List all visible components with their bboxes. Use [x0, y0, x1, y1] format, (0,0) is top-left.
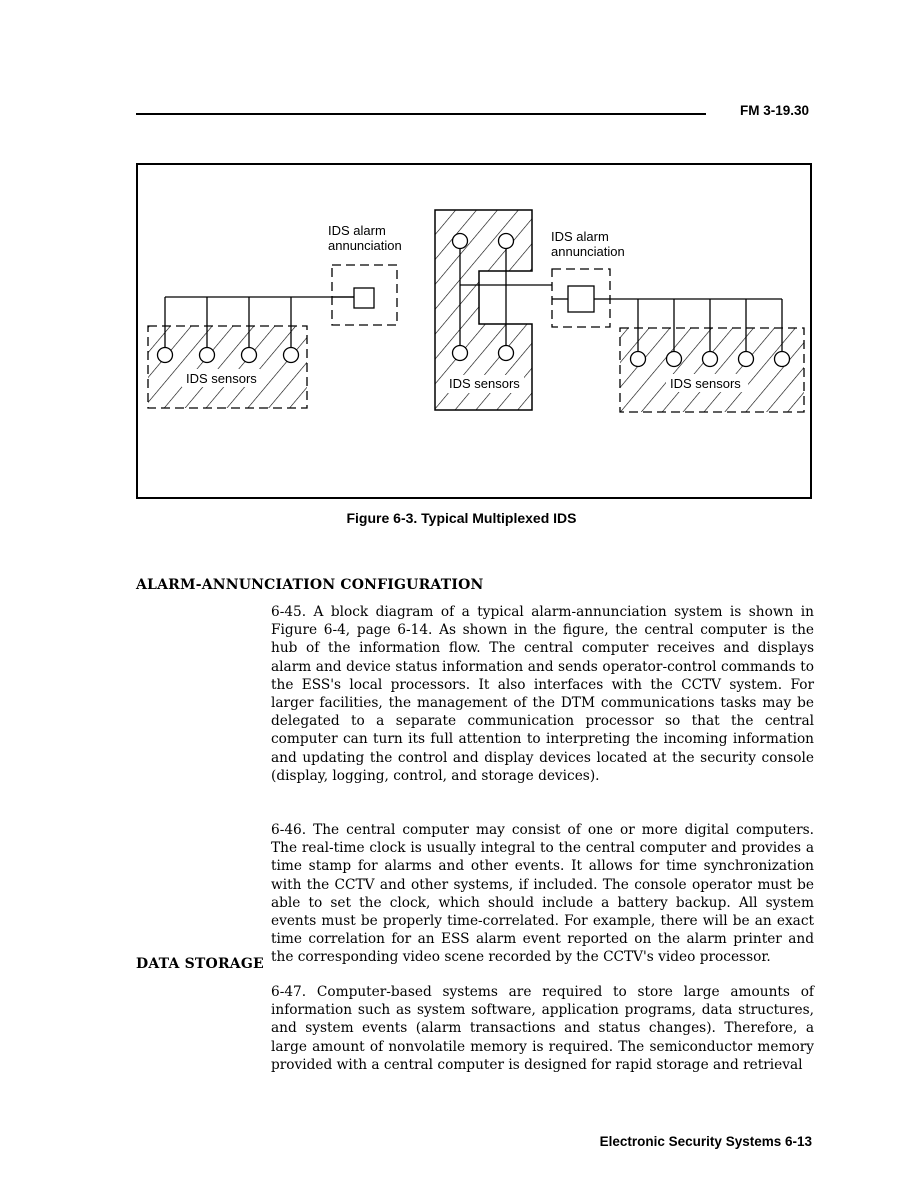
right-sensor-zone: [620, 328, 804, 412]
paragraph-6-45: 6-45. A block diagram of a typical alarm-annunciation system is shown in Figure 6-4, page 6-14. As shown in the figure, the central computer is the hub of the information flow. The central computer receives and displays alarm and device status information and sends operator-control commands to the ESS's local processors. It also interfaces with the CCTV system. For larger facilities, the management of the DTM communications tasks may be delegated to a separate communication processor so that the central computer can turn its full attention to interpreting the incoming information and updating the control and display devices located at the security console (display, logging, control, and storage devices).: [271, 604, 814, 784]
label-annunciation-right-1: IDS alarm: [551, 229, 609, 244]
sensor-circle: [499, 234, 514, 249]
label-sensors-middle: IDS sensors: [449, 376, 520, 391]
figure-caption: Figure 6-3. Typical Multiplexed IDS: [346, 510, 577, 526]
sensor-circle: [631, 352, 646, 367]
label-annunciation-left-2: annunciation: [328, 238, 402, 253]
left-sensor-zone: [148, 326, 307, 408]
sensor-circle: [453, 346, 468, 361]
paragraph-6-46: 6-46. The central computer may consist of one or more digital computers. The real-time clock is usually integral to the central computer and provides a time stamp for alarms and other events. It allows for time synchronization with the CCTV and other systems, if included. The console operator must be able to set the clock, which should include a battery backup. All system events must be properly time-correlated. For example, there will be an exact time correlation for an ESS alarm event reported on the alarm printer and the corresponding video scene recorded by the CCTV's video processor.: [271, 822, 814, 966]
figure-frame: [136, 163, 812, 499]
sensor-circle: [453, 234, 468, 249]
label-annunciation-left-1: IDS alarm: [328, 223, 386, 238]
sensor-circle: [200, 348, 215, 363]
label-sensors-left: IDS sensors: [186, 371, 257, 386]
left-annunciation: [332, 265, 397, 325]
sensor-circle: [667, 352, 682, 367]
footer-title: Electronic Security Systems 6-13: [599, 1134, 812, 1149]
sensor-circle: [242, 348, 257, 363]
sensor-circle: [703, 352, 718, 367]
sensor-circle: [284, 348, 299, 363]
right-annunciation: [552, 269, 610, 327]
section-heading-alarm-annunciation: ALARM-ANNUNCIATION CONFIGURATION: [136, 577, 484, 593]
document-code: FM 3-19.30: [740, 103, 810, 118]
sensor-circle: [158, 348, 173, 363]
sensor-circle: [775, 352, 790, 367]
sensor-circle: [499, 346, 514, 361]
header-rule: [136, 113, 706, 115]
multiplexed-ids-diagram: [138, 165, 810, 497]
sensor-circle: [739, 352, 754, 367]
label-annunciation-right-2: annunciation: [551, 244, 625, 259]
paragraph-6-47: 6-47. Computer-based systems are required to store large amounts of information such as system software, application programs, data structures, and system events (alarm transactions and status changes). Therefore, a large amount of nonvolatile memory is required. The semiconductor memory provided with a central computer is designed for rapid storage and retrieval: [271, 984, 814, 1073]
section-heading-data-storage: DATA STORAGE: [136, 956, 264, 972]
label-sensors-right: IDS sensors: [670, 376, 741, 391]
